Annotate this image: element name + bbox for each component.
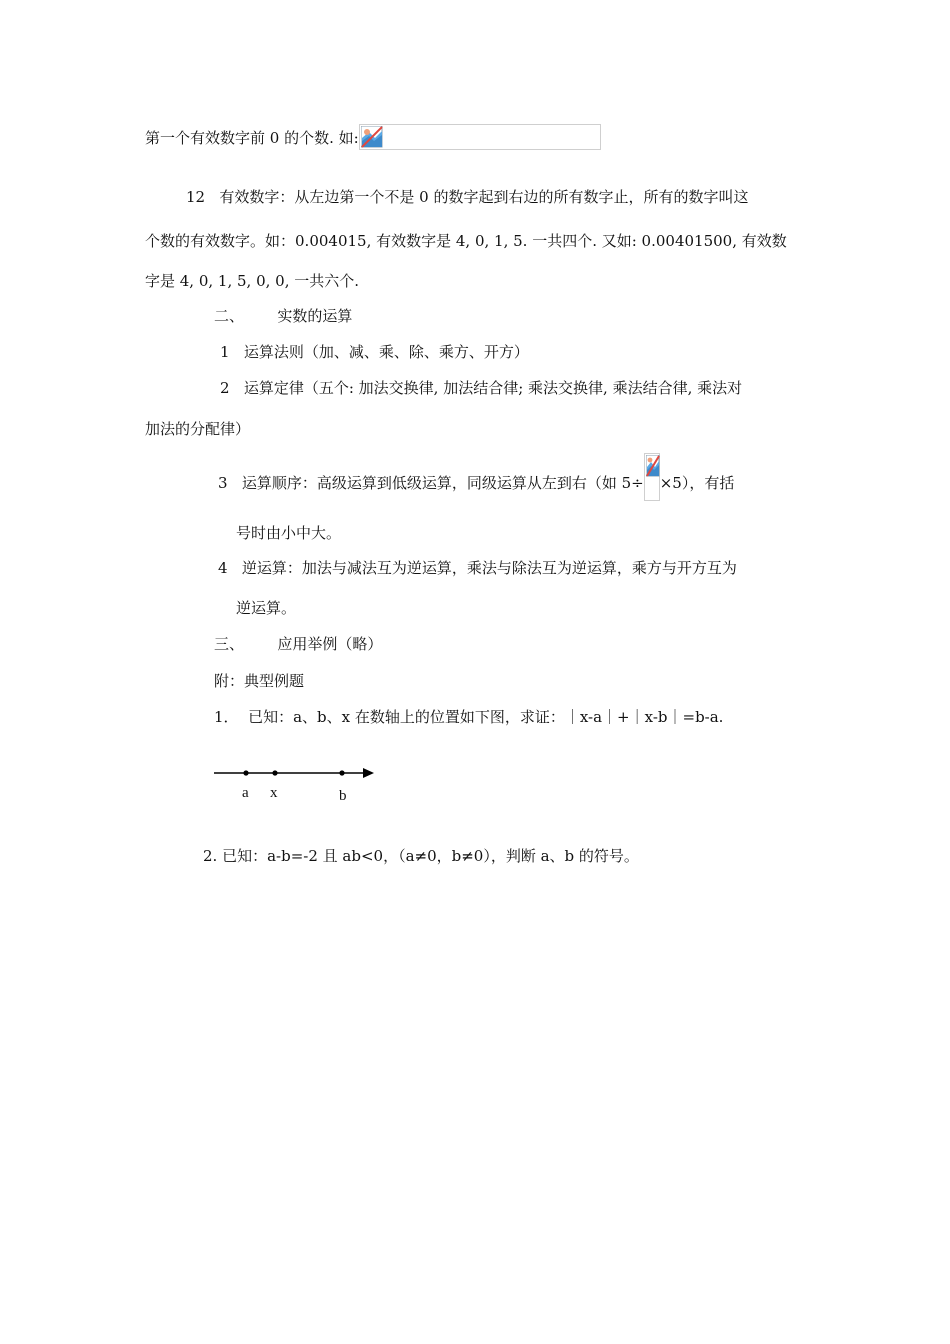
number-line-axis: [214, 762, 384, 786]
rule-3-post: ×5），有括: [659, 474, 735, 492]
section-heading-2: 二、 实数的运算: [214, 307, 353, 325]
rule-3-pre: 3 运算顺序：高级运算到低级运算，同级运算从左到右（如 5÷: [218, 474, 644, 492]
text-line-1: [145, 128, 601, 150]
text-line-2: 12 有效数字：从左边第一个不是 0 的数字起到右边的所有数字止，所有的数字叫这: [186, 188, 749, 206]
rule-3-line-a: [218, 467, 734, 501]
point-b-dot: [339, 770, 344, 775]
point-label-b: b: [339, 788, 347, 804]
broken-image-icon: [359, 124, 601, 150]
point-x-dot: [272, 770, 277, 775]
broken-image-icon: [644, 453, 660, 501]
section-heading-3: 三、 应用举例（略）: [214, 635, 383, 653]
point-label-a: a: [242, 785, 249, 801]
text-line-4: 字是 4, 0, 1, 5, 0, 0, 一共六个.: [145, 272, 360, 290]
text-line-3: 个数的有效数字。如：0.004015, 有效数字是 4, 0, 1, 5. 一共四个. 又如: 0.00401500, 有效数: [145, 232, 787, 250]
rule-1: 1 运算法则（加、减、乘、除、乘方、开方）: [220, 343, 529, 361]
image-placeholder-icon: [361, 126, 383, 148]
number-line-diagram: [214, 762, 384, 804]
point-label-x: x: [270, 785, 278, 801]
example-2: 2. 已知：a-b=-2 且 ab<0，（a≠0，b≠0），判断 a、b 的符号。: [203, 847, 639, 865]
example-1: 1． 已知：a、b、x 在数轴上的位置如下图，求证：｜x-a｜+｜x-b｜=b-a.: [214, 708, 724, 726]
point-a-dot: [243, 770, 248, 775]
image-placeholder-icon: [646, 455, 660, 477]
text-l1: 第一个有效数字前 0 的个数. 如:: [145, 129, 359, 147]
rule-2-line-a: 2 运算定律（五个: 加法交换律, 加法结合律; 乘法交换律, 乘法结合律, 乘法对: [220, 379, 743, 397]
rule-4-line-b: 逆运算。: [236, 599, 297, 617]
rule-4-line-a: 4 逆运算：加法与减法互为逆运算，乘法与除法互为逆运算，乘方与开方互为: [218, 559, 737, 577]
appendix-heading: 附：典型例题: [214, 672, 305, 690]
rule-2-line-b: 加法的分配律）: [145, 420, 251, 438]
rule-3-line-b: 号时由小中大。: [236, 524, 342, 542]
